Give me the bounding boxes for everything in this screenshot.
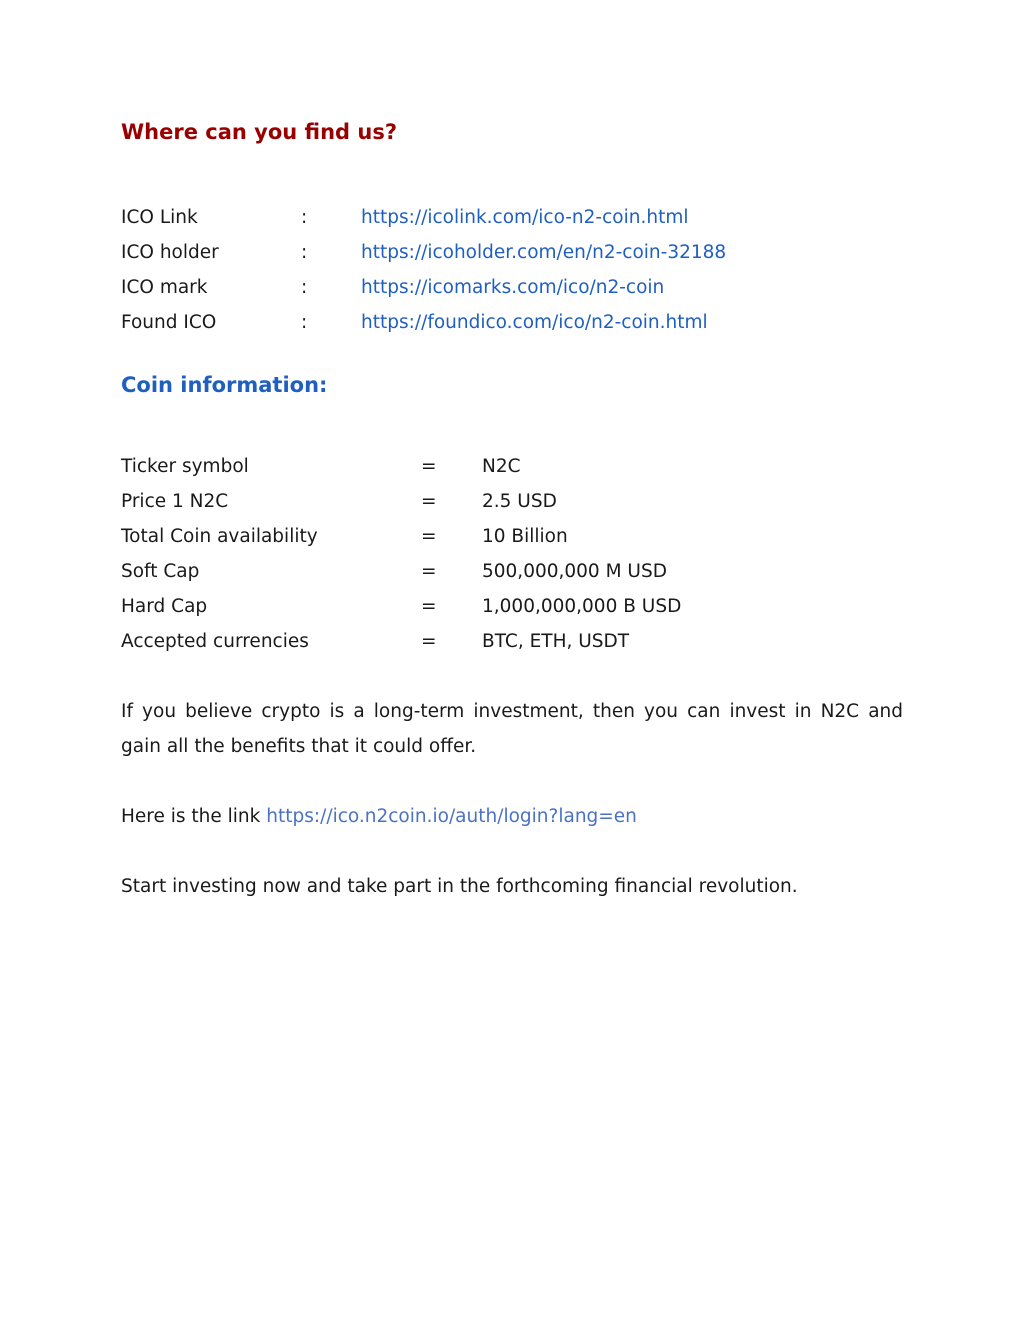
coin-information-heading: Coin information: <box>121 373 328 397</box>
coin-info-label: Price 1 N2C <box>121 491 229 512</box>
coin-info-label: Accepted currencies <box>121 631 309 652</box>
link-prefix-text: Here is the link <box>121 806 261 827</box>
coin-info-label: Hard Cap <box>121 596 208 617</box>
coin-info-label: Total Coin availability <box>121 526 318 547</box>
link-label: ICO Link <box>121 207 198 228</box>
equals-separator: = <box>421 456 437 477</box>
equals-separator: = <box>421 631 437 652</box>
equals-separator: = <box>421 596 437 617</box>
coin-info-value: 2.5 USD <box>482 491 557 512</box>
colon-separator: : <box>301 207 308 228</box>
coin-info-label: Ticker symbol <box>121 456 249 477</box>
coin-info-value: N2C <box>482 456 521 477</box>
found-ico-url[interactable]: https://foundico.com/ico/n2-coin.html <box>361 312 708 333</box>
ico-mark-url[interactable]: https://icomarks.com/ico/n2-coin <box>361 277 665 298</box>
invest-paragraph: If you believe crypto is a long-term investment, then you can invest in N2C and gain all the benefits that it could offer. <box>121 701 903 757</box>
login-link[interactable]: https://ico.n2coin.io/auth/login?lang=en <box>266 806 637 827</box>
colon-separator: : <box>301 242 308 263</box>
equals-separator: = <box>421 561 437 582</box>
ico-link-url[interactable]: https://icolink.com/ico-n2-coin.html <box>361 207 689 228</box>
login-link-paragraph <box>121 799 903 834</box>
colon-separator: : <box>301 277 308 298</box>
coin-info-value: 10 Billion <box>482 526 568 547</box>
link-label: ICO holder <box>121 242 219 263</box>
coin-info-value: BTC, ETH, USDT <box>482 631 630 652</box>
colon-separator: : <box>301 312 308 333</box>
link-label: ICO mark <box>121 277 208 298</box>
coin-info-value: 1,000,000,000 B USD <box>482 596 682 617</box>
coin-info-value: 500,000,000 M USD <box>482 561 667 582</box>
closing-paragraph: Start investing now and take part in the forthcoming financial revolution. <box>121 876 798 897</box>
equals-separator: = <box>421 491 437 512</box>
equals-separator: = <box>421 526 437 547</box>
find-us-heading: Where can you find us? <box>121 120 398 144</box>
ico-holder-url[interactable]: https://icoholder.com/en/n2-coin-32188 <box>361 242 727 263</box>
link-label: Found ICO <box>121 312 217 333</box>
coin-info-label: Soft Cap <box>121 561 200 582</box>
